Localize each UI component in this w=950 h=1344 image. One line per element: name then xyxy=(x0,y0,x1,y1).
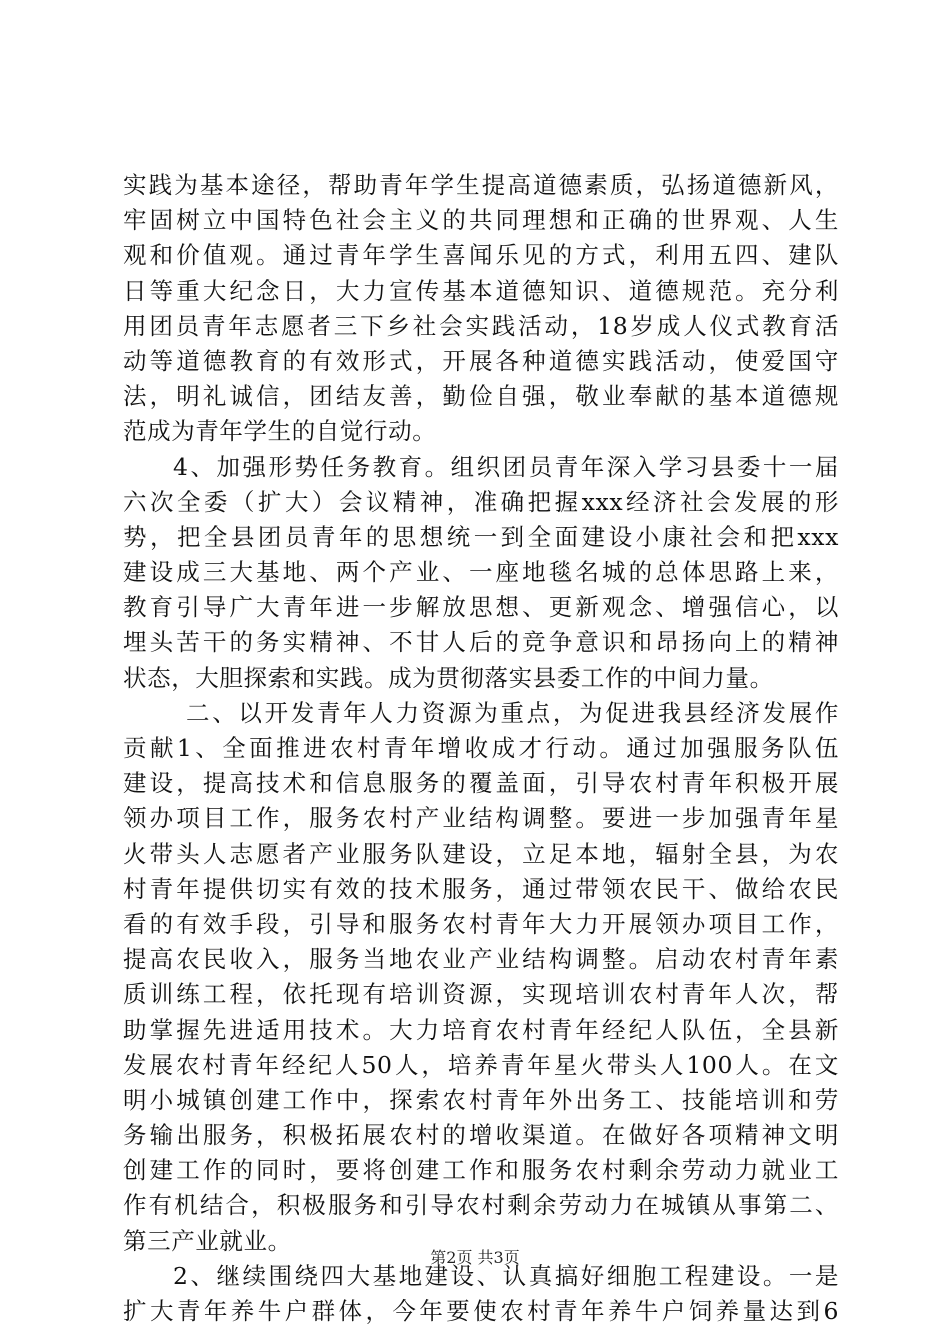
text-line: 务输出服务，积极拓展农村的增收渠道。在做好各项精神文明 xyxy=(123,1121,839,1150)
text-line: 火带头人志愿者产业服务队建设，立足本地，辐射全县，为农 xyxy=(123,839,839,868)
page-footer xyxy=(0,1245,950,1268)
text-line: 实践为基本途径，帮助青年学生提高道德素质，弘扬道德新风， xyxy=(123,171,839,199)
page-number-label: 第2页 共3页 xyxy=(430,1248,520,1267)
text-line: 村青年提供切实有效的技术服务，通过带领农民干、做给农民 xyxy=(123,874,839,903)
text-line: 势，把全县团员青年的思想统一到全面建设小康社会和把xxx xyxy=(123,522,839,551)
text-line: 助掌握先进适用技术。大力培育农村青年经纪人队伍，全县新 xyxy=(123,1015,839,1044)
text-line: 教育引导广大青年进一步解放思想、更新观念、增强信心，以 xyxy=(123,593,839,622)
text-line: 看的有效手段，引导和服务农村青年大力开展领办项目工作， xyxy=(123,909,839,938)
text-line: 状态，大胆探索和实践。成为贯彻落实县委工作的中间力量。 xyxy=(123,663,774,692)
paragraph-start-line: 4、加强形势任务教育。组织团员青年深入学习县委十一届 xyxy=(173,452,839,481)
text-line: 建设，提高技术和信息服务的覆盖面，引导农村青年积极开展 xyxy=(123,769,839,798)
text-line: 用团员青年志愿者三下乡社会实践活动，18岁成人仪式教育活 xyxy=(123,311,839,340)
text-line: 观和价值观。通过青年学生喜闻乐见的方式，利用五四、建队 xyxy=(123,241,839,270)
text-line: 第三产业就业。 xyxy=(123,1226,292,1255)
text-line: 创建工作的同时，要将创建工作和服务农村剩余劳动力就业工 xyxy=(123,1156,839,1185)
text-line: 埋头苦干的务实精神、不甘人后的竞争意识和昂扬向上的精神 xyxy=(123,628,839,657)
text-line: 贡献1、全面推进农村青年增收成才行动。通过加强服务队伍 xyxy=(123,734,839,762)
text-line: 明小城镇创建工作中，探索农村青年外出务工、技能培训和劳 xyxy=(123,1085,839,1114)
text-line: 范成为青年学生的自觉行动。 xyxy=(123,417,437,446)
text-line: 牢固树立中国特色社会主义的共同理想和正确的世界观、人生 xyxy=(123,206,839,235)
text-line: 六次全委（扩大）会议精神，准确把握xxx经济社会发展的形 xyxy=(123,487,839,516)
text-line: 扩大青年养牛户群体，今年要使农村青年养牛户饲养量达到6 xyxy=(123,1297,839,1325)
text-line: 建设成三大基地、两个产业、一座地毯名城的总体思路上来， xyxy=(123,558,839,587)
text-line: 质训练工程，依托现有培训资源，实现培训农村青年人次，帮 xyxy=(123,980,839,1009)
text-line: 动等道德教育的有效形式，开展各种道德实践活动，使爱国守 xyxy=(123,346,839,375)
text-line: 法，明礼诚信，团结友善，勤俭自强，敬业奉献的基本道德规 xyxy=(123,382,839,411)
section-heading-line: 二、以开发青年人力资源为重点，为促进我县经济发展作 xyxy=(186,698,839,727)
document-body xyxy=(123,168,839,1329)
text-line: 日等重大纪念日，大力宣传基本道德知识、道德规范。充分利 xyxy=(123,276,839,305)
text-line: 提高农民收入，服务当地农业产业结构调整。启动农村青年素 xyxy=(123,945,839,974)
text-line: 领办项目工作，服务农村产业结构调整。要进一步加强青年星 xyxy=(123,804,839,833)
text-line: 发展农村青年经纪人50人，培养青年星火带头人100人。在文 xyxy=(123,1050,839,1079)
text-line: 作有机结合，积极服务和引导农村剩余劳动力在城镇从事第二、 xyxy=(123,1191,839,1220)
paragraph-start-line: 2、继续围绕四大基地建设、认真搞好细胞工程建设。一是 xyxy=(173,1261,839,1290)
